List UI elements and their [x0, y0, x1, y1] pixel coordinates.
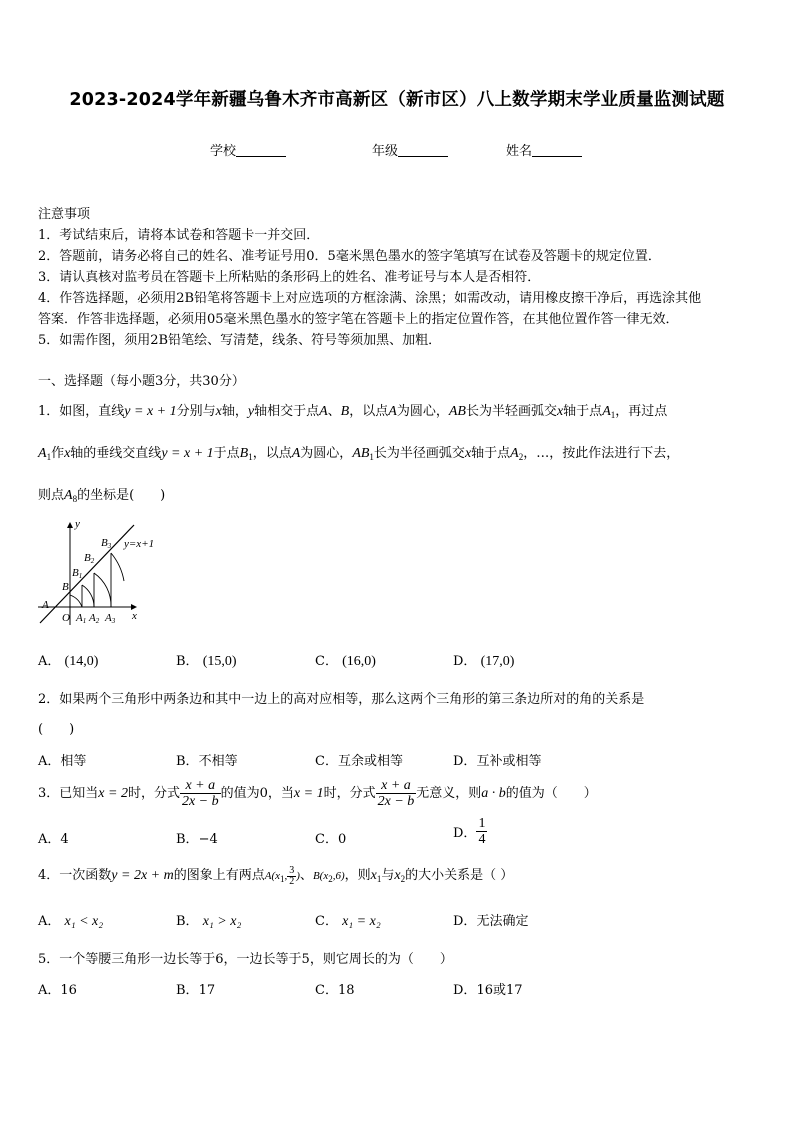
name-label: 姓名	[506, 144, 533, 159]
notes-heading: 注意事项	[38, 207, 91, 222]
fraction-one-quarter: $\frac{1}{4}$	[478, 816, 486, 847]
q3-option-b[interactable]: B．−4	[176, 832, 218, 847]
point-a-label: A	[42, 599, 49, 611]
notes-item: 2．答题前，请务必将自己的姓名、准考证号用0．5毫米黑色墨水的签字笔填写在试卷及答题卡的规定位置．	[38, 249, 661, 264]
section-heading: 一、选择题（每小题3分，共30分）	[38, 374, 245, 389]
q2-option-b[interactable]: B．不相等	[176, 754, 238, 769]
q1-option-c[interactable]: C． (16,0)	[315, 654, 376, 669]
q5-option-d[interactable]: D．16或17	[453, 983, 523, 998]
arc-3	[94, 573, 111, 607]
question-4-text: 4．一次函数y = 2x + m的图象上有两点$A(x_1$, $\frac{3}{2}$ )、$B(x_2,6)$，则$x_1$与$x_2$的大小关系是（ ）	[38, 864, 514, 887]
arc-2	[82, 585, 94, 607]
q1-option-b[interactable]: B． (15,0)	[176, 654, 237, 669]
notes-item: 5．如需作图，须用2B铅笔绘、写清楚，线条、符号等须加黑、加粗．	[38, 333, 442, 348]
question-2-paren: ( )	[38, 722, 75, 737]
point-a1-label: A1	[76, 612, 87, 625]
q4-option-a[interactable]: A． x₁ < x₂	[38, 914, 104, 929]
y-axis-label: y	[75, 518, 80, 530]
grade-field	[372, 140, 448, 159]
point-b2-label: B2	[84, 552, 95, 565]
point-b3-label: B3	[101, 537, 112, 550]
school-blank	[236, 142, 286, 157]
question-1-line-2: $A_1$作x轴的垂线交直线y = x + 1于点$B_1$，以点A为圆心，$AB_1$长为半径画弧交x轴于点$A_2$，…，按此作法进行下去，	[38, 446, 680, 462]
q4-option-b[interactable]: B． x₁ > x₂	[176, 914, 242, 929]
q3-option-c[interactable]: C．0	[315, 832, 347, 847]
point-a3-label: A3	[105, 612, 116, 625]
q3-option-d[interactable]: D． $\frac{1}{4}$	[453, 816, 486, 847]
question-2-text: 2．如果两个三角形中两条边和其中一边上的高对应相等，那么这两个三角形的第三条边所对的角的关系是	[38, 692, 645, 707]
name-field	[506, 140, 582, 159]
q5-option-b[interactable]: B．17	[176, 983, 216, 998]
question-5-text: 5．一个等腰三角形一边长等于6，一边长等于5，则它周长的为（ ）	[38, 952, 453, 967]
fraction-1: $\frac{x + a}{2x - b}$	[181, 778, 219, 809]
q2-option-a[interactable]: A．相等	[38, 754, 87, 769]
q4-option-c[interactable]: C． x₁ = x₂	[315, 914, 381, 929]
notes-item: 1．考试结束后，请将本试卷和答题卡一并交回．	[38, 228, 320, 243]
point-b: $B(x_2,6)$	[312, 870, 345, 884]
question-1-line-1: 1．如图，直线y = x + 1分别与x轴，y轴相交于点A、B，以点A为圆心，AB长为半轻画弧交x轴于点$A_1$，再过点	[38, 404, 668, 420]
notes-item: 3．请认真核对监考员在答题卡上所粘贴的条形码上的姓名、准考证号与本人是否相符．	[38, 270, 541, 285]
line-equation: y = x + 1	[124, 404, 177, 419]
student-info-line	[0, 140, 794, 160]
grade-label: 年级	[372, 144, 399, 159]
point-b-label: B	[62, 581, 69, 593]
line-label: y=x+1	[124, 538, 155, 550]
school-field	[210, 140, 286, 159]
page-title: 2023-2024学年新疆乌鲁木齐市高新区（新市区）八上数学期末学业质量监测试题	[69, 90, 725, 110]
x-axis-label: x	[132, 610, 137, 622]
question-1-line-3: 则点$A_8$的坐标是( )	[38, 488, 166, 504]
notes-item: 4．作答选择题，必须用2B铅笔将答题卡上对应选项的方框涂满、涂黑；如需改动，请用橡皮擦干净后，再选涂其他	[38, 291, 702, 306]
origin-label: O	[62, 612, 70, 624]
line-y-eq-x-plus-1	[40, 525, 134, 623]
fraction-2: $\frac{x + a}{2x - b}$	[377, 778, 415, 809]
q1-option-d[interactable]: D． (17,0)	[453, 654, 515, 669]
question-1-figure	[36, 515, 176, 630]
notes-item: 答案．作答非选择题，必须用05毫米黑色墨水的签字笔在答题卡上的指定位置作答，在其他位置作答一律无效．	[38, 312, 679, 327]
q2-option-c[interactable]: C．互余或相等	[315, 754, 403, 769]
q2-option-d[interactable]: D．互补或相等	[453, 754, 542, 769]
question-3-text: 3．已知当x = 2时，分式 $\frac{x + a}{2x - b}$ 的值为0，当x = 1时，分式 $\frac{x + a}{2x - b}$ 无意义，则a · b的值为（ ）	[38, 778, 597, 809]
q5-option-c[interactable]: C．18	[315, 983, 355, 998]
school-label: 学校	[210, 144, 237, 159]
grade-blank	[398, 142, 448, 157]
point-a2-label: A2	[89, 612, 100, 625]
q3-option-a[interactable]: A．4	[38, 832, 69, 847]
arc-4	[111, 553, 124, 581]
point-b1-label: B1	[72, 567, 83, 580]
point-a: $A(x_1$, $\frac{3}{2}$ )	[264, 864, 300, 887]
q5-option-a[interactable]: A．16	[38, 983, 77, 998]
q1-option-a[interactable]: A． (14,0)	[38, 654, 99, 669]
name-blank	[532, 142, 582, 157]
arc-1	[70, 595, 82, 607]
q4-option-d[interactable]: D．无法确定	[453, 914, 529, 929]
